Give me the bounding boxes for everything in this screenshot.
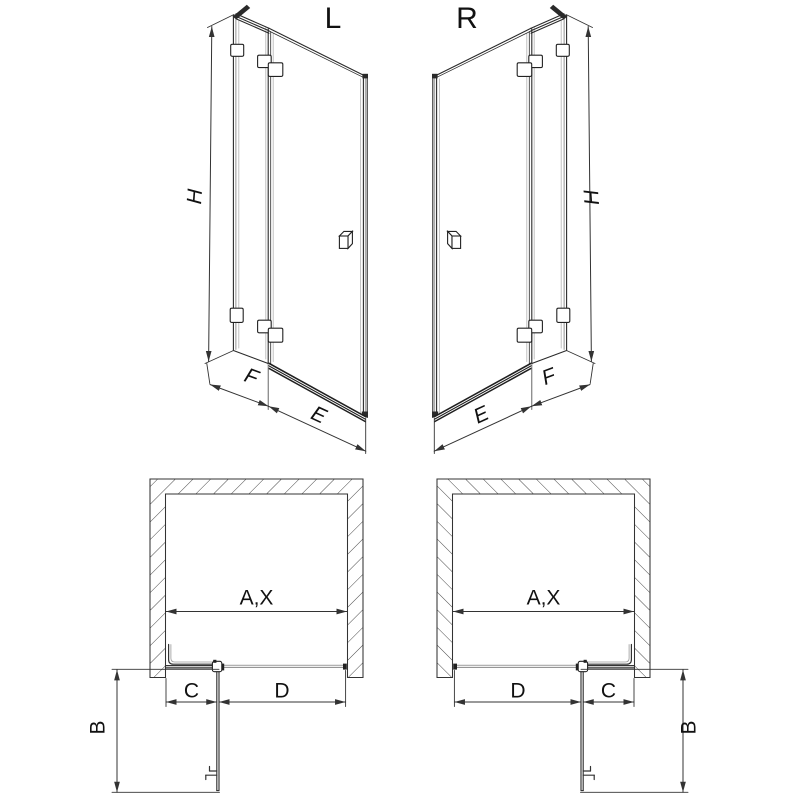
dim-label-b-left: B bbox=[86, 720, 110, 735]
elevation-right-drawing bbox=[432, 5, 595, 454]
dim-label-opening-right: A,X bbox=[526, 586, 561, 610]
dim-label-c-left: C bbox=[183, 679, 200, 703]
elevation-left-drawing bbox=[205, 5, 368, 454]
dim-label-door-right: E bbox=[470, 401, 493, 429]
dim-label-b-right: B bbox=[677, 720, 701, 735]
dim-label-d-left: D bbox=[274, 679, 290, 703]
dim-label-fixed-right: F bbox=[538, 363, 559, 390]
variant-label-left: L bbox=[324, 2, 342, 35]
dim-label-fixed-left: F bbox=[241, 363, 262, 390]
plan-right-drawing bbox=[437, 479, 688, 792]
dim-label-door-left: E bbox=[307, 401, 330, 429]
variant-label-right: R bbox=[456, 2, 478, 35]
dim-label-height-left: H bbox=[183, 188, 208, 205]
dim-label-height-right: H bbox=[580, 189, 605, 206]
plan-left-drawing bbox=[112, 479, 363, 792]
dim-label-c-right: C bbox=[600, 679, 617, 703]
dim-label-opening-left: A,X bbox=[239, 586, 274, 610]
dim-label-d-right: D bbox=[510, 679, 526, 703]
